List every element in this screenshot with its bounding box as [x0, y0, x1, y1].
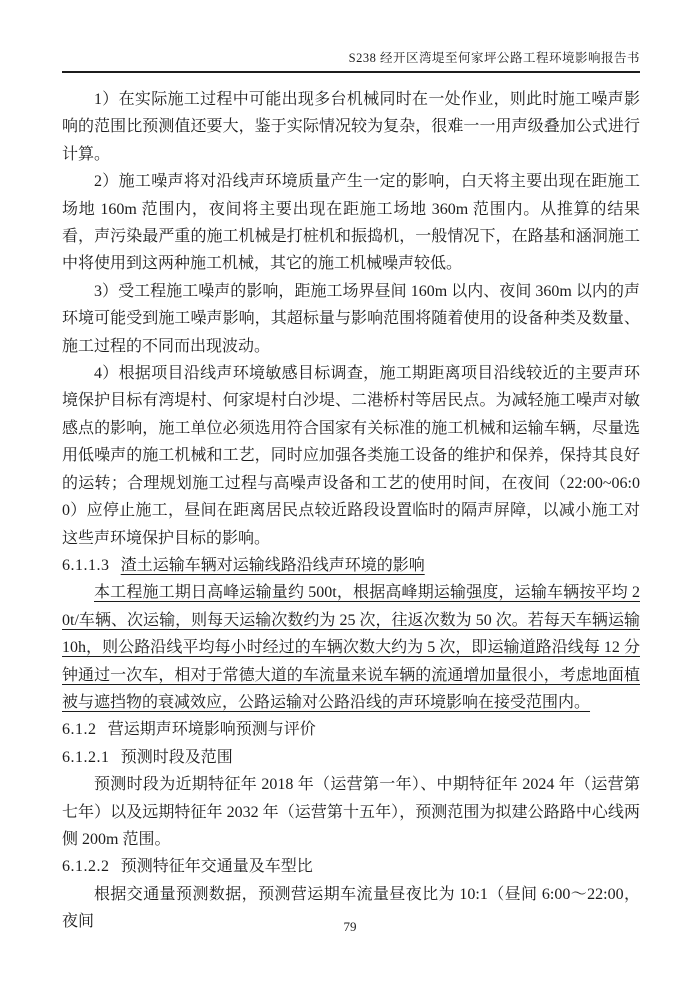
heading-number: 6.1.2.1 — [62, 748, 110, 766]
paragraph-construction-note-1: 1）在实际施工过程中可能出现多台机械同时在一处作业，则此时施工噪声影响的范围比预测值还要大，鉴于实际情况较为复杂，很难一一用声级叠加公式进行计算。 — [62, 91, 640, 163]
heading-number: 6.1.1.3 — [62, 556, 110, 574]
page-header — [62, 50, 640, 73]
page-footer — [0, 918, 700, 936]
heading-6-1-1-3 — [62, 552, 640, 579]
heading-6-1-2 — [62, 716, 640, 743]
paragraph-construction-note-2: 2）施工噪声将对沿线声环境质量产生一定的影响，白天将主要出现在距施工场地 160m 范围内，夜间将主要出现在距施工场地 360m 范围内。从推算的结果看，声污染最严重的施工机械是打桩机和振捣机，一般情况下，在路基和涵洞施工中将使用到这两种施工机械，其它的施工机械噪声较低。 — [62, 173, 640, 273]
heading-title: 渣土运输车辆对运输线路沿线声环境的影响 — [120, 556, 425, 574]
heading-number: 6.1.2 — [62, 721, 97, 739]
paragraph-construction-note-3: 3）受工程施工噪声的影响，距施工场界昼间 160m 以内、夜间 360m 以内的声环境可能受到施工噪声影响，其超标量与影响范围将随着使用的设备种类及数量、施工过程的不同而出现波动。 — [62, 282, 640, 355]
heading-6-1-2-1 — [62, 744, 640, 771]
heading-title: 营运期声环境影响预测与评价 — [107, 721, 316, 739]
header-rule — [62, 71, 640, 73]
heading-number: 6.1.2.2 — [62, 858, 110, 876]
paragraph-transport-impact: 本工程施工期日高峰运输量约 500t，根据高峰期运输强度，运输车辆按平均 20t/车辆、次运输，则每天运输次数约为 25 次，往返次数为 50 次。若每天车辆运输 10h，则公路沿线平均每小时经过的车辆次数大约为 5 次，即运输道路沿线每 12 分钟通过一次车，相对于常德大道的车流量来说车辆的流通增加量很小，考虑地面植被与遮挡物的衰减效应，公路运输对公路沿线的声环境影响在接受范围内。 — [62, 584, 640, 711]
paragraph-construction-note-4: 4）根据项目沿线声环境敏感目标调查，施工期距离项目沿线较近的主要声环境保护目标有湾堤村、何家堤村白沙堤、二港桥村等居民点。为减轻施工噪声对敏感点的影响，施工单位必须选用符合国家有关标准的施工机械和运输车辆，尽量选用低噪声的施工机械和工艺，同时应加强各类施工设备的维护和保养，保持其良好的运转；合理规划施工过程与高噪声设备和工艺的使用时间，在夜间（22:00~06:00）应停止施工，昼间在距离居民点较近路段设置临时的隔声屏障，以减小施工对这些声环境保护目标的影响。 — [62, 365, 640, 547]
heading-title: 预测时段及范围 — [120, 748, 233, 766]
header-title: S238 经开区湾堤至何家坪公路工程环境影响报告书 — [348, 51, 640, 65]
heading-6-1-2-2 — [62, 853, 640, 880]
page-number: 79 — [343, 919, 357, 934]
heading-title: 预测特征年交通量及车型比 — [120, 858, 313, 876]
paragraph-prediction-period: 预测时段为近期特征年 2018 年（运营第一年）、中期特征年 2024 年（运营第七年）以及远期特征年 2032 年（运营第十五年），预测范围为拟建公路路中心线两侧 200m 范围。 — [62, 776, 640, 848]
paragraph-traffic-forecast: 根据交通量预测数据，预测营运期车流量昼夜比为 10:1（昼间 6:00～22:00，夜间 — [62, 885, 640, 931]
document-content — [62, 86, 640, 936]
